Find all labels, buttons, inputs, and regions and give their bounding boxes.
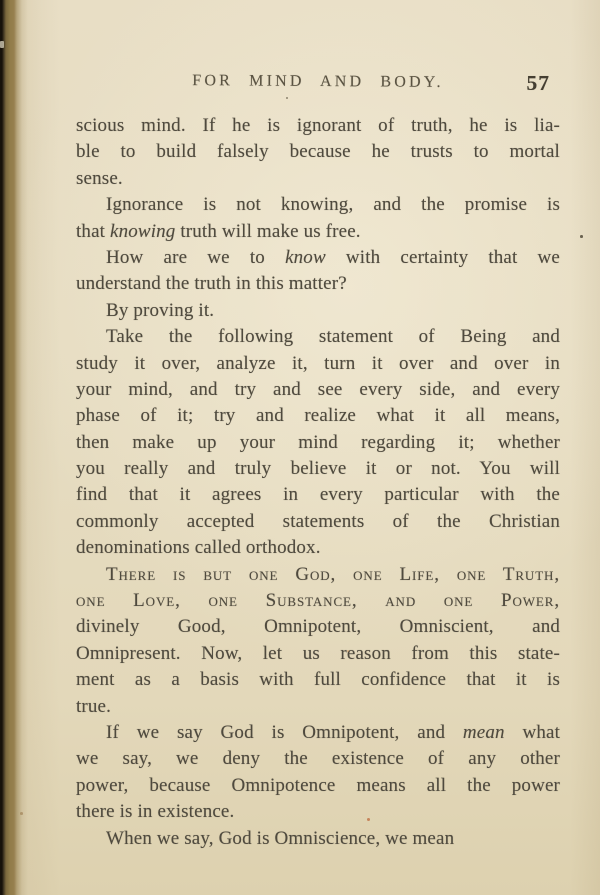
text-line <box>76 588 560 614</box>
text-segment: When we say, God is Omniscience, we mean <box>106 827 455 849</box>
text-segment: There is but one God, one Life, one Truth, <box>106 563 560 585</box>
text-segment: find that it agrees in every particular with the <box>76 484 560 506</box>
page-header <box>76 73 560 99</box>
text-segment: knowing <box>110 220 176 242</box>
text-line <box>76 192 560 218</box>
body-text <box>76 113 560 852</box>
text-segment: phase of it; try and realize what it all means, <box>76 405 560 427</box>
text-line <box>76 403 560 429</box>
text-segment: with certainty that we <box>325 246 561 268</box>
text-line <box>76 562 560 588</box>
text-segment: By proving it. <box>106 299 215 321</box>
paper-speck <box>286 97 288 99</box>
text-segment: mean <box>462 721 505 743</box>
text-segment: we say, we deny the existence of any other <box>76 748 560 770</box>
text-segment: that <box>76 220 110 242</box>
page-number: 57 <box>526 71 550 95</box>
text-line <box>76 430 560 456</box>
text-segment: sense. <box>76 167 123 189</box>
paper-speck <box>347 650 349 652</box>
text-segment: ble to build falsely because he trusts to mortal <box>76 141 560 163</box>
text-segment: there is in existence. <box>76 801 235 823</box>
text-segment: power, because Omnipotence means all the power <box>76 774 560 796</box>
book-binding-edge <box>0 0 42 895</box>
text-segment: study it over, analyze it, turn it over and over in <box>76 352 560 374</box>
text-segment: understand the truth in this matter? <box>76 273 347 295</box>
text-segment: ment as a basis with full confidence that it is <box>76 669 560 691</box>
text-segment: denominations called orthodox. <box>76 537 321 559</box>
binding-chip <box>0 41 4 48</box>
text-segment: divinely Good, Omnipotent, Omniscient, and <box>76 616 560 638</box>
text-line <box>76 694 560 720</box>
paper-speck <box>367 818 370 821</box>
text-line <box>76 271 560 297</box>
text-line <box>76 482 560 508</box>
text-segment: commonly accepted statements of the Christian <box>76 510 560 532</box>
text-line <box>76 139 560 165</box>
text-line <box>76 746 560 772</box>
text-segment: then make up your mind regarding it; whether <box>76 431 560 453</box>
text-line <box>76 614 560 640</box>
text-line <box>76 720 560 746</box>
text-line <box>76 773 560 799</box>
text-segment: Take the following statement of Being and <box>106 326 560 348</box>
text-line <box>76 377 560 403</box>
text-line <box>76 667 560 693</box>
text-line <box>76 113 560 139</box>
text-line <box>76 219 560 245</box>
text-segment: true. <box>76 695 112 717</box>
text-segment: Ignorance is not knowing, and the promise is <box>106 194 560 216</box>
paper-speck <box>20 812 23 815</box>
text-line <box>76 641 560 667</box>
text-line <box>76 799 560 825</box>
text-line <box>76 351 560 377</box>
text-line <box>76 298 560 324</box>
text-line <box>76 535 560 561</box>
text-line <box>76 166 560 192</box>
running-title: FOR MIND AND BODY. <box>192 72 444 91</box>
text-segment: scious mind. If he is ignorant of truth, he is lia- <box>76 115 560 136</box>
text-line <box>76 509 560 535</box>
text-segment: How are we to <box>106 246 286 268</box>
text-line <box>76 245 560 271</box>
text-segment: what <box>504 721 560 743</box>
text-segment: one Love, one Substance, and one Power, <box>76 590 560 612</box>
text-segment: truth will make us free. <box>175 220 361 242</box>
text-segment: know <box>285 246 326 268</box>
text-line <box>76 456 560 482</box>
text-segment: your mind, and try and see every side, and every <box>76 378 560 400</box>
text-segment: If we say God is Omnipotent, and <box>106 721 463 743</box>
text-line <box>76 826 560 852</box>
text-line <box>76 324 560 350</box>
text-segment: Omnipresent. Now, let us reason from this state- <box>76 642 560 664</box>
text-segment: you really and truly believe it or not. You will <box>76 458 560 480</box>
paper-speck <box>580 235 583 238</box>
